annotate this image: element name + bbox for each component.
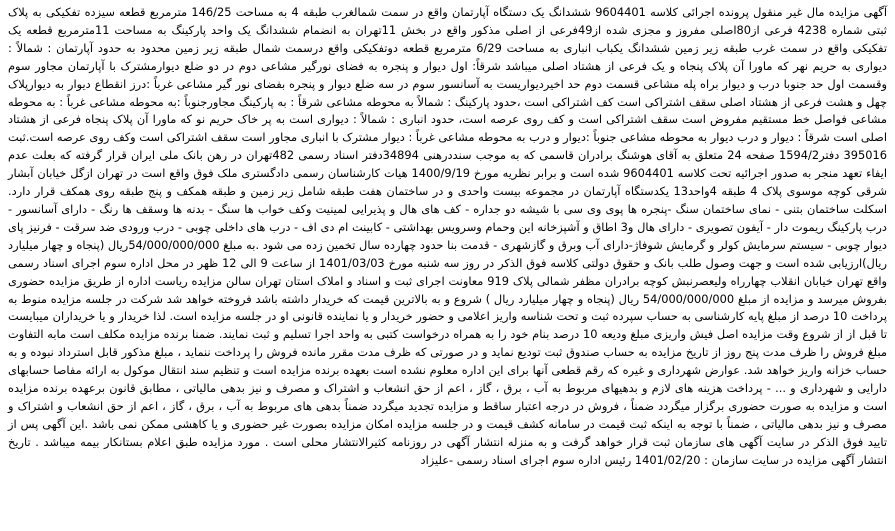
notice-body-text: آگهی مزایده مال غیر منقول پرونده اجرائی کلاسه 9604401 ششدانگ یک دستگاه آپارتمان واقع در سمت شمالغرب طبقه 4 به مساحت 146/25 مترمربع قطعه سیزده تفکیکی به پلاک ثبتی شماره 4238 فرعی از80اصلی مفروز و مجزی شده از49فرعی از اصلی مذکور واقع در بخش 11تهران به انضمام ششدانگ یک واحد پارکینگ به مساحت 11مترمربع قطعه یک تفکیکی واقع در سمت غرب طبقه زیر زمین ششدانگ یکباب انباری به مساحت 6/29 مترمربع قطعه دوتفکیکی واقع درسمت شمال طبقه زیر زمین محدود به حدود آپارتمان : شمالاً : دیواری به حریم نهر که ماورا آن پلاک پنجاه و یک فرعی از هشتاد اصلی میباشد شرقاً: اول دیوار و پنجره به فضای نورگیر مشاعی دوم در دو ضلع دیوارمشترک با آپارتمان مجاور سوم وقسمت اول حد جنوبا درب و دیوار براه پله مشاعی قسمت دوم حد اخیردیواریست به آسانسور سوم در سه ضلع دیوار و پنجره بفضای نور گیر مشاعی غرباً :درز انقطاع دیوار به دیوارپلاک چهل و هشت فرعی از هشتاد اصلی سقف اشتراکی است کف اشتراکی است ،حدود پارکینگ : شمالاً به محوطه مشاعی شرقاً : به پارکینگ مجاورجنوباً :به محوطه مشاعی غرباً : به محوطه مشاعی فواصل خط مستقیم مفروض است سقف اشتراکی است و کف روی عرصه است، حدود انباری : شمالاً : دیواری است به پر خاک حریم نو که ماورا آن پلاک پنجاه فرعی از هشتاد اصلی است شرقاً : دیوار و درب دیوار به محوطه مشاعی جنوباً :دیوار و درب به محوطه مشاعی غرباً : دیوار مشترک با انباری مجاور است سقف اشتراکی است وکف روی عرصه است.ثبت 395016 دفتر1594/2 صفحه 24 متعلق به آقای هوشنگ برادران قاسمی که به موجب سنددرهنی 34894دفتر اسناد رسمی 482تهران در رهن بانک ملی ایران قرار گرفته که بعلت عدم ایفاء تعهد منجر به صدور اجرائیه تحت کلاسه 9604401 شده است و برابر نظریه مورخ 1400/9/19 هیات کارشناسان رسمی دادگستری ملک فوق واقع است در تهران ازگل خیابان آبشار شرقی کوچه موسوی پلاک 4 طبقه 4واحد13 یکدستگاه آپارتمان در مجموعه بیست واحدی و در ساختمان هفت طبقه شامل زیر زمین و طبقه همکف و پنج طبقه روی همکف قرار دارد. اسکلت ساختمان بتنی - نمای ساختمان سنگ -پنجره ها پوی وی سی با شیشه دو جداره - کف های هال و پذیرایی لمینیت وکف خواب ها سنگ - بدنه ها وسقف ها رنگ - دارای آسانسور - درب پارکینگ ریموت دار - آیفون تصویری - دارای هال و3 اطاق و آشپزخانه این وحمام وسرویس بهداشتی - کابینت ام دی اف - درب های داخلی چوبی - درب ورودی ضد سرقت - فرنیز پای دیوار چوبی - سیستم سرمایش کولر و گرمایش شوفاژ-دارای آب وبرق و گازشهری - قدمت بنا حدود چهارده سال تخمین زده می شود .به مبلغ 54/000/000/000ریال (پنجاه و چهار میلیارد ریال)ارزیابی شده است و جهت وصول طلب بانک و حقوق دولتی کلاسه فوق الذکر در روز سه شنبه مورخ 1401/03/03 از ساعت 9 الی 12 ظهر در محل اداره سوم اجرای اسناد رسمی واقع تهران خیابان انقلاب چهارراه ولیعصرنبش کوچه برادران مظفر شمالی پلاک 919 معاونت اجرای ثبت و اسناد و املاک استان تهران سالن مزایده ریاست اداره از طریق مزایده حضوری بفروش میرسد و مزایده از مبلغ 54/000/000/000 ریال (پنجاه و چهار میلیارد ریال ) شروع و به بالاترین قیمت که خریدار داشته باشد فروخته خواهد شد شرکت در جلسه مزایده منوط به پرداخت 10 درصد از مبلغ پایه کارشناسی به حساب سپرده ثبت و تحت شناسه واریز اعلامی و حضور خریدار و یا نماینده قانونی او در جلسه مزایده است. لذا خریدار و یا خریداران میبایست تا قبل از از شروع وقت مزایده اصل فیش واریزی مبلغ ودیعه 10 درصد بنام خود را به همراه درخواست کتبی به واحد اجرا تسلیم و ثبت نمایند. ضمنا برنده مزایده مکلف است مابه التفاوت مبلغ فروش را ظرف مدت پنج روز از تاریخ مزایده به حساب صندوق ثبت تودیع نماید و در صورتی که ظرف مدت مقرر مانده فروش را پرداخت ننماید ، مبلغ مذکور قابل استرداد نبوده و به حساب خزانه واریز خواهد شد. عوارض شهرداری و غیره که رقم قطعی آنها برای این اداره معلوم نشده است بعهده برنده مزایده است و تنظیم سند انتقال موکول به ارائه مفاصا حسابهای دارایی و شهرداری و ... - پرداخت هزینه های لازم و بدهیهای مربوط به آب ، برق ، گاز ، اعم از حق انشعاب و اشتراک و مصرف و نیز بدهی مالیاتی ، مطابق قانون برعهده برنده مزایده است و مزایده به صورت حضوری برگزار میگردد ضمناً ، فروش در درجه اعتبار ساقط و مزایده تجدید میگردد ضمناً بدهی های مربوط به آب ، برق ، گاز ، اعم از حق انشعاب و اشتراک و مصرف و نیز بدهی مالیاتی ، ضمناً با توجه به اینکه ثبت قیمت در سامانه کشف قیمت و در جلسه مزایده امکان مزایده بصورت غیر حضوری و یا کاهشی ممکن نمی باشد .این آگهی پس از تایید فوق الذکر در سایت آگهی های سازمان ثبت قرار خواهد گرفت و به منزله انتشار آگهی در روزنامه کثیرالانتشار محلی است . مورد مزایده طبق اعلام بستانکار بیمه میباشد . تاریخ انتشار آگهی مزایده در سایت سازمان : 1401/02/20 رئیس اداره سوم اجرای اسناد رسمی -علیزاد: [8, 5, 887, 467]
